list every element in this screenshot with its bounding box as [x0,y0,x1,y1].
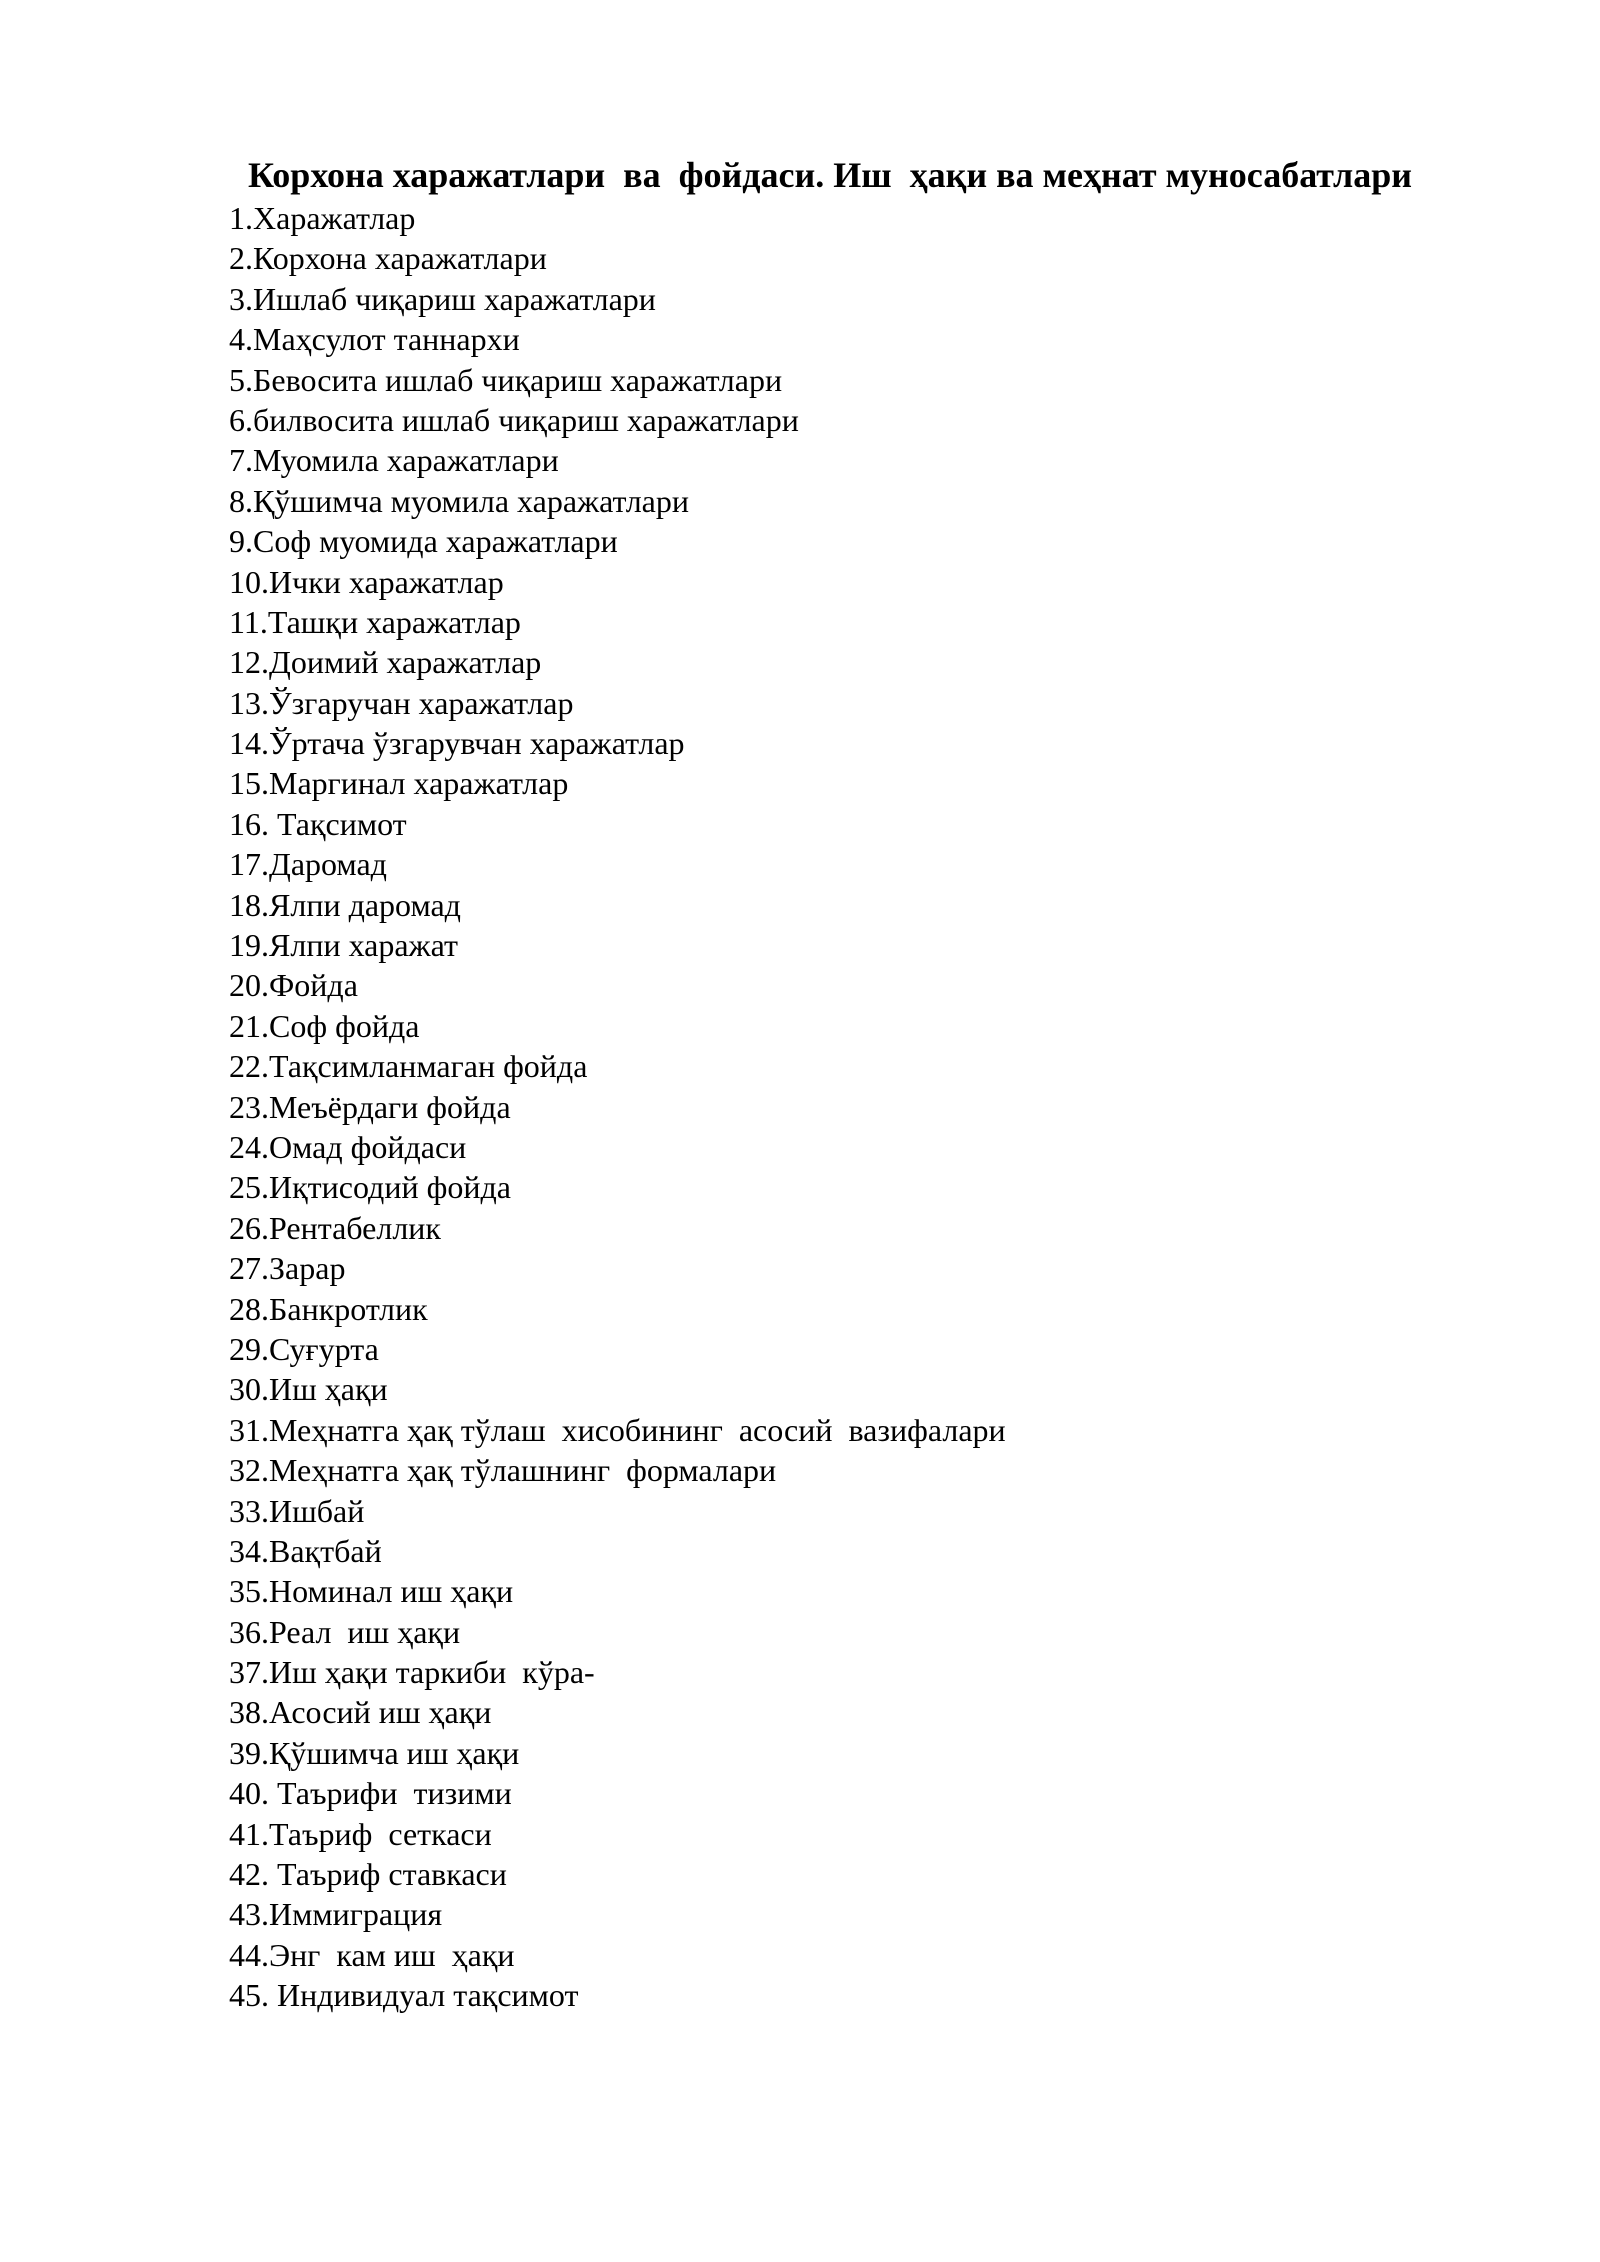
list-item: 30.Иш ҳақи [229,1371,388,1408]
list-item: 36.Реал иш ҳақи [229,1613,461,1650]
list-item: 43.Иммиграция [229,1896,443,1933]
list-item: 4.Маҳсулот таннархи [229,321,520,358]
list-item: 9.Соф муомида харажатлари [229,523,618,560]
list-item: 13.Ўзгаручан харажатлар [229,684,574,721]
list-item: 17.Даромад [229,846,387,883]
list-item: 8.Қўшимча муомила харажатлари [229,482,689,519]
list-item: 44.Энг кам иш ҳақи [229,1936,515,1973]
list-item: 16. Тақсимот [229,805,407,842]
list-item: 21.Соф фойда [229,1007,420,1044]
list-item: 22.Тақсимланмаган фойда [229,1048,588,1085]
list-item: 35.Номинал иш ҳақи [229,1573,514,1610]
list-item: 34.Вақтбай [229,1532,382,1569]
list-item: 2.Корхона харажатлари [229,240,547,277]
list-item: 39.Қўшимча иш ҳақи [229,1734,520,1771]
list-item: 31.Меҳнатга ҳақ тўлаш хисобининг асосий вазифалари [229,1411,1006,1448]
list-item: 24.Омад фойдаси [229,1128,467,1165]
list-item: 18.Ялпи даромад [229,886,461,923]
list-item: 27.Зарар [229,1250,346,1287]
list-item: 26.Рентабеллик [229,1209,441,1246]
list-item: 5.Бевосита ишлаб чиқариш харажатлари [229,361,783,398]
list-item: 19.Ялпи харажат [229,927,459,964]
list-item: 23.Меъёрдаги фойда [229,1088,511,1125]
list-item: 29.Суғурта [229,1330,379,1367]
list-item: 40. Таърифи тизими [229,1775,512,1812]
list-item: 41.Таъриф сеткаси [229,1815,492,1852]
list-item: 10.Ички харажатлар [229,563,504,600]
list-item: 12.Доимий харажатлар [229,644,542,681]
list-item: 28.Банкротлик [229,1290,428,1327]
list-item: 11.Ташқи харажатлар [229,603,521,640]
list-item: 20.Фойда [229,967,358,1004]
list-item: 14.Ўртача ўзгарувчан харажатлар [229,725,685,762]
list-item: 38.Асосий иш ҳақи [229,1694,492,1731]
list-item: 45. Индивидуал тақсимот [229,1977,579,2014]
list-item: 3.Ишлаб чиқариш харажатлари [229,280,656,317]
list-item: 7.Муомила харажатлари [229,442,559,479]
list-item: 42. Таъриф ставкаси [229,1856,507,1893]
list-item: 6.билвосита ишлаб чиқариш харажатлари [229,401,799,438]
page-title: Корхона харажатлари ва фойдаси. Иш ҳақи ва меҳнат муносабатлари [248,155,1413,195]
list-item: 15.Маргинал харажатлар [229,765,569,802]
term-list [229,198,1006,2016]
list-item: 25.Иқтисодий фойда [229,1169,511,1206]
list-item: 37.Иш ҳақи таркиби кўра- [229,1654,595,1691]
list-item: 1.Харажатлар [229,200,416,236]
list-item: 33.Ишбай [229,1492,365,1529]
list-item: 32.Меҳнатга ҳақ тўлашнинг формалари [229,1452,777,1489]
